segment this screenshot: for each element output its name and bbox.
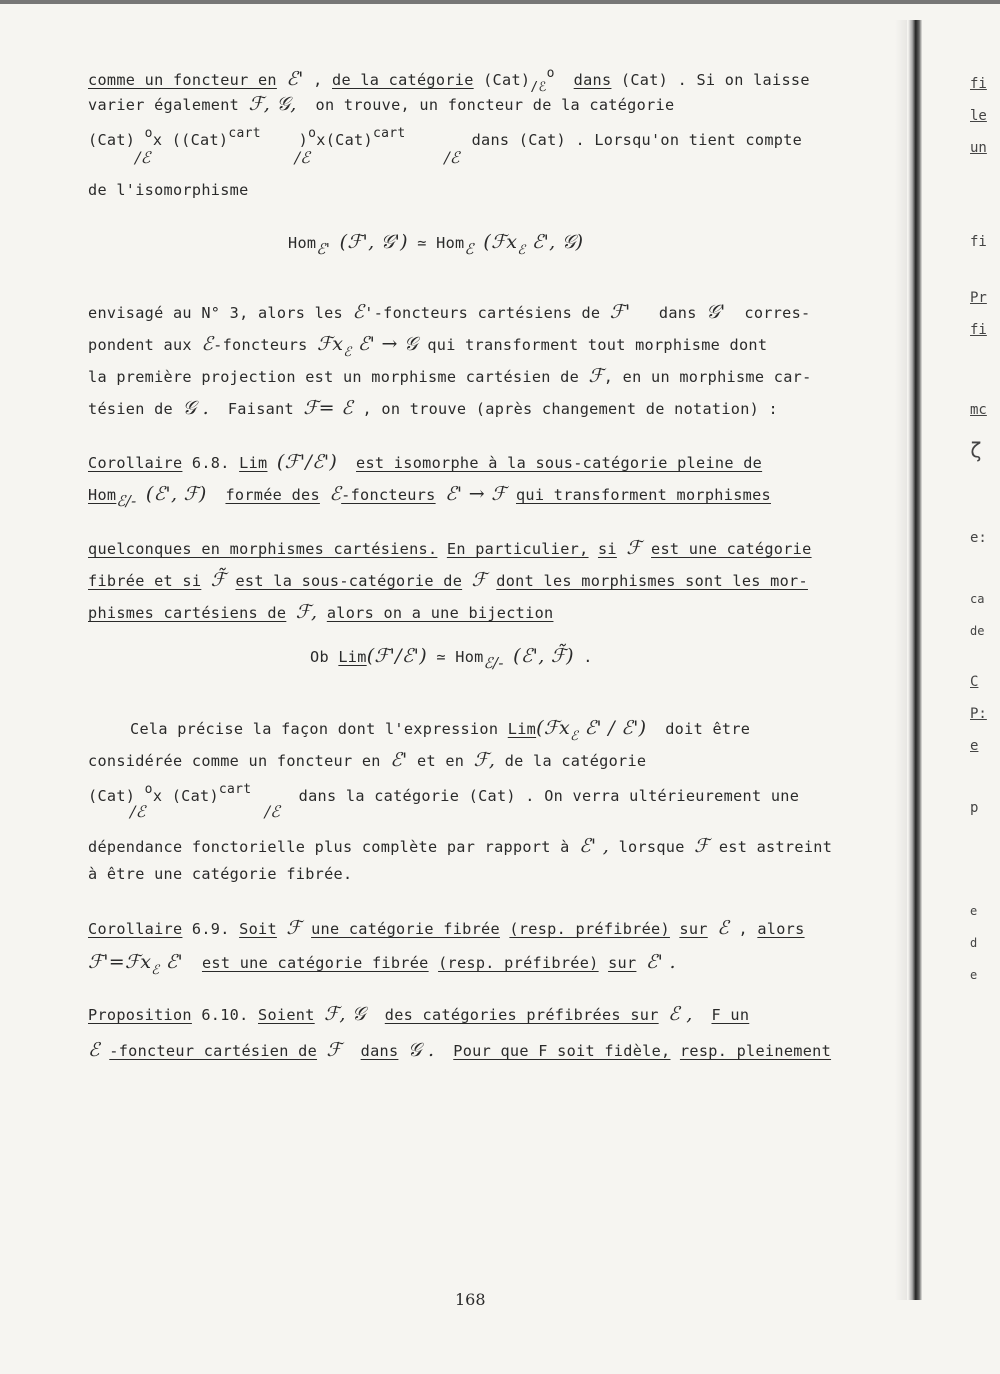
page-number: 168 (455, 1290, 486, 1309)
text: Lim (507, 720, 537, 738)
text: varier également (88, 96, 240, 114)
para2-line3: la première projection est un morphisme cartésien de ℱ, en un morphisme car- (88, 365, 812, 387)
text: des catégories préfibrées sur (384, 1006, 659, 1024)
text: Ob (310, 648, 329, 666)
para3-line3: (Cat) ox (Cat)cart dans la catégorie (Cat) . On verra ultérieurement une (88, 782, 800, 805)
text: qui transforment tout morphisme dont (427, 336, 768, 354)
text: à être une catégorie fibrée. (88, 865, 353, 883)
text: lorsque (618, 838, 685, 856)
text: considérée comme un foncteur en (88, 752, 381, 770)
text: et en (417, 752, 465, 770)
text: 6.9. (191, 920, 230, 938)
text: alors (757, 920, 805, 938)
text: (resp. préfibrée) (509, 920, 670, 938)
text: Cela précise la façon dont l'expression (130, 720, 499, 738)
text: (Cat) (483, 71, 531, 89)
text: phismes cartésiens de (88, 604, 287, 622)
text: est astreint (718, 838, 833, 856)
para3-line1: Cela précise la façon dont l'expression Lim(ℱx$_ℰ$ ℰ' / ℰ') doit être (130, 717, 751, 744)
para1-line5 (88, 180, 249, 200)
text: de l'isomorphisme (88, 181, 249, 199)
text: ) (298, 131, 309, 149)
text: quelconques en morphismes cartésiens. (88, 540, 438, 558)
text: Pour que F soit fidèle, (453, 1042, 671, 1060)
text: corres- (744, 304, 811, 322)
text: Soit (239, 920, 277, 938)
text: cart (228, 126, 261, 141)
text: si (597, 540, 617, 558)
text: (Cat) (88, 131, 136, 149)
margin-fragment: ca (970, 592, 985, 606)
text: tésien de (88, 400, 173, 418)
text: Corollaire (88, 920, 183, 938)
proposition-6-10-line1: Proposition 6.10. Soient ℱ, 𝒢 des catégories préfibrées sur ℰ , F un (88, 1003, 750, 1025)
text: (resp. préfibrée) (438, 954, 599, 972)
text: fibrée et si (88, 572, 202, 590)
text: qui transforment morphismes (515, 486, 771, 504)
text: -foncteur cartésien de (109, 1042, 318, 1060)
text: 6.8. (191, 454, 230, 472)
corollary-6-9-line1: Corollaire 6.9. Soit ℱ une catégorie fibrée (resp. préfibrée) sur ℰ , alors (88, 917, 805, 939)
text: resp. pleinement (679, 1042, 832, 1060)
text: dont les morphismes sont les mor- (496, 572, 808, 590)
text: dépendance fonctorielle plus complète par rapport à (88, 838, 570, 856)
para2-line2: pondent aux ℰ-foncteurs ℱx$_ℰ$ ℰ' → 𝒢 qui transforment tout morphisme dont (88, 333, 768, 360)
margin-fragment: fi (970, 322, 987, 338)
margin-fragment: P: (970, 706, 987, 722)
para2-line1: envisagé au N° 3, alors les ℰ'-foncteurs cartésiens de ℱ' dans 𝒢' corres- (88, 301, 811, 323)
text: F un (711, 1006, 750, 1024)
text: x ((Cat) (152, 131, 229, 149)
corollary-6-8-line3: quelconques en morphismes cartésiens. En particulier, si ℱ est une catégorie (88, 537, 812, 559)
text: pondent aux (88, 336, 192, 354)
margin-fragment: e: (970, 530, 987, 546)
text: on trouve, un foncteur de la catégorie (315, 96, 675, 114)
text: de la catégorie (504, 752, 647, 770)
corollary-6-9-line2: ℱ'=ℱx$_ℰ$ ℰ' est une catégorie fibrée (resp. préfibrée) sur ℰ' . (88, 951, 676, 978)
margin-fragment: le (970, 108, 987, 124)
text: x(Cat) (316, 131, 373, 149)
text: -foncteurs (341, 486, 436, 504)
text: (Cat) (88, 787, 136, 805)
corollary-6-8-line5: phismes cartésiens de ℱ, alors on a une bijection (88, 601, 554, 623)
text: Hom (88, 486, 117, 504)
text: dans la catégorie (Cat) . On verra ultérieurement une (298, 787, 800, 805)
text: (Cat) . Si on laisse (620, 71, 810, 89)
text: une catégorie fibrée (311, 920, 500, 938)
text: Faisant (227, 400, 294, 418)
text: En particulier, (446, 540, 589, 558)
para1-line3: (Cat) ox ((Cat)cart )ox(Cat)cart dans (Cat) . Lorsqu'on tient compte (88, 126, 803, 149)
text: Lim (338, 648, 367, 666)
binding-shadow (895, 20, 907, 1300)
text: dans (658, 304, 697, 322)
para3-line5 (88, 864, 352, 884)
text: Hom (455, 648, 484, 666)
para1-subscripts: /ℰ /ℰ /ℰ (135, 148, 460, 167)
text: de la catégorie (332, 71, 474, 89)
text: sur (679, 920, 708, 938)
proposition-6-10-line2: ℰ -foncteur cartésien de ℱ dans 𝒢 . Pour que F soit fidèle, resp. pleinement (88, 1039, 832, 1061)
corollary-6-8-line1: Corollaire 6.8. Lim (ℱ'/ℰ') est isomorphe à la sous-catégorie pleine de (88, 451, 763, 473)
text: dans (360, 1042, 399, 1060)
text: est une catégorie (651, 540, 812, 558)
margin-fragment: p (970, 800, 979, 816)
margin-fragment: C (970, 674, 979, 690)
margin-fragment: fi (970, 76, 987, 92)
text: comme un foncteur en (88, 71, 277, 89)
margin-fragment: e (970, 904, 978, 918)
text: est une catégorie fibrée (201, 954, 429, 972)
page-top-edge (0, 0, 1000, 4)
text: sur (608, 954, 637, 972)
para1-line1: comme un foncteur en ℰ' , de la catégorie (Cat)/ℰo dans (Cat) . Si on laisse (88, 66, 810, 95)
margin-fragment: mc (970, 402, 987, 418)
para1-line2: varier également ℱ, 𝒢, on trouve, un foncteur de la catégorie (88, 93, 675, 115)
margin-fragment: e (970, 738, 979, 754)
bijection-formula: Ob Lim(ℱ'/ℰ') ≃ Homℰ/- (ℰ', ℱ̃) . (310, 645, 593, 672)
text: est la sous-catégorie de (235, 572, 463, 590)
margin-fragment: d (970, 936, 978, 950)
text: Corollaire (88, 454, 183, 472)
para2-line4: tésien de 𝒢 . Faisant ℱ= ℰ , on trouve (après changement de notation) : (88, 397, 779, 419)
text: formée des (225, 486, 320, 504)
text: x (Cat) (152, 787, 219, 805)
margin-fragment: Pr (970, 290, 987, 306)
text: la première projection est un morphisme cartésien de (88, 368, 580, 386)
text: dans (573, 71, 612, 89)
text: 6.10. (201, 1006, 249, 1024)
margin-fragment: de (970, 624, 985, 638)
text: Soient (258, 1006, 315, 1024)
margin-fragment: ζ (970, 438, 983, 462)
text: , on trouve (après changement de notation) : (362, 400, 779, 418)
text: dans (Cat) . Lorsqu'on tient compte (471, 131, 803, 149)
corollary-6-8-line4: fibrée et si ℱ̃ est la sous-catégorie de ℱ dont les morphismes sont les mor- (88, 569, 808, 591)
margin-fragment: e (970, 968, 978, 982)
text: -foncteurs (213, 336, 308, 354)
text: Lim (239, 454, 268, 472)
text: Proposition (88, 1006, 192, 1024)
para3-line4: dépendance fonctorielle plus complète par rapport à ℰ' , lorsque ℱ est astreint (88, 835, 833, 857)
text: doit être (665, 720, 751, 738)
book-binding-fold (908, 20, 922, 1300)
text: envisagé au N° 3, alors les (88, 304, 343, 322)
margin-fragment: un (970, 140, 987, 156)
text: alors on a une bijection (326, 604, 554, 622)
text: est isomorphe à la sous-catégorie pleine de (356, 454, 763, 472)
para3-subscripts: /ℰ /ℰ (130, 802, 281, 821)
text: Hom (288, 234, 317, 252)
text: '-foncteurs cartésiens de (364, 304, 601, 322)
isomorphism-formula: Homℰ' (ℱ', 𝒢') ≃ Homℰ (ℱx$_ℰ$ ℰ', 𝒢) (288, 231, 584, 258)
corollary-6-8-line2: Homℰ/- (ℰ', ℱ) formée des ℰ-foncteurs ℰ' → ℱ qui transforment morphismes (88, 483, 771, 510)
text: Hom (436, 234, 465, 252)
para3-line2: considérée comme un foncteur en ℰ' et en ℱ, de la catégorie (88, 749, 647, 771)
margin-fragment: fi (970, 234, 987, 250)
text: , en un morphisme car- (603, 368, 812, 386)
